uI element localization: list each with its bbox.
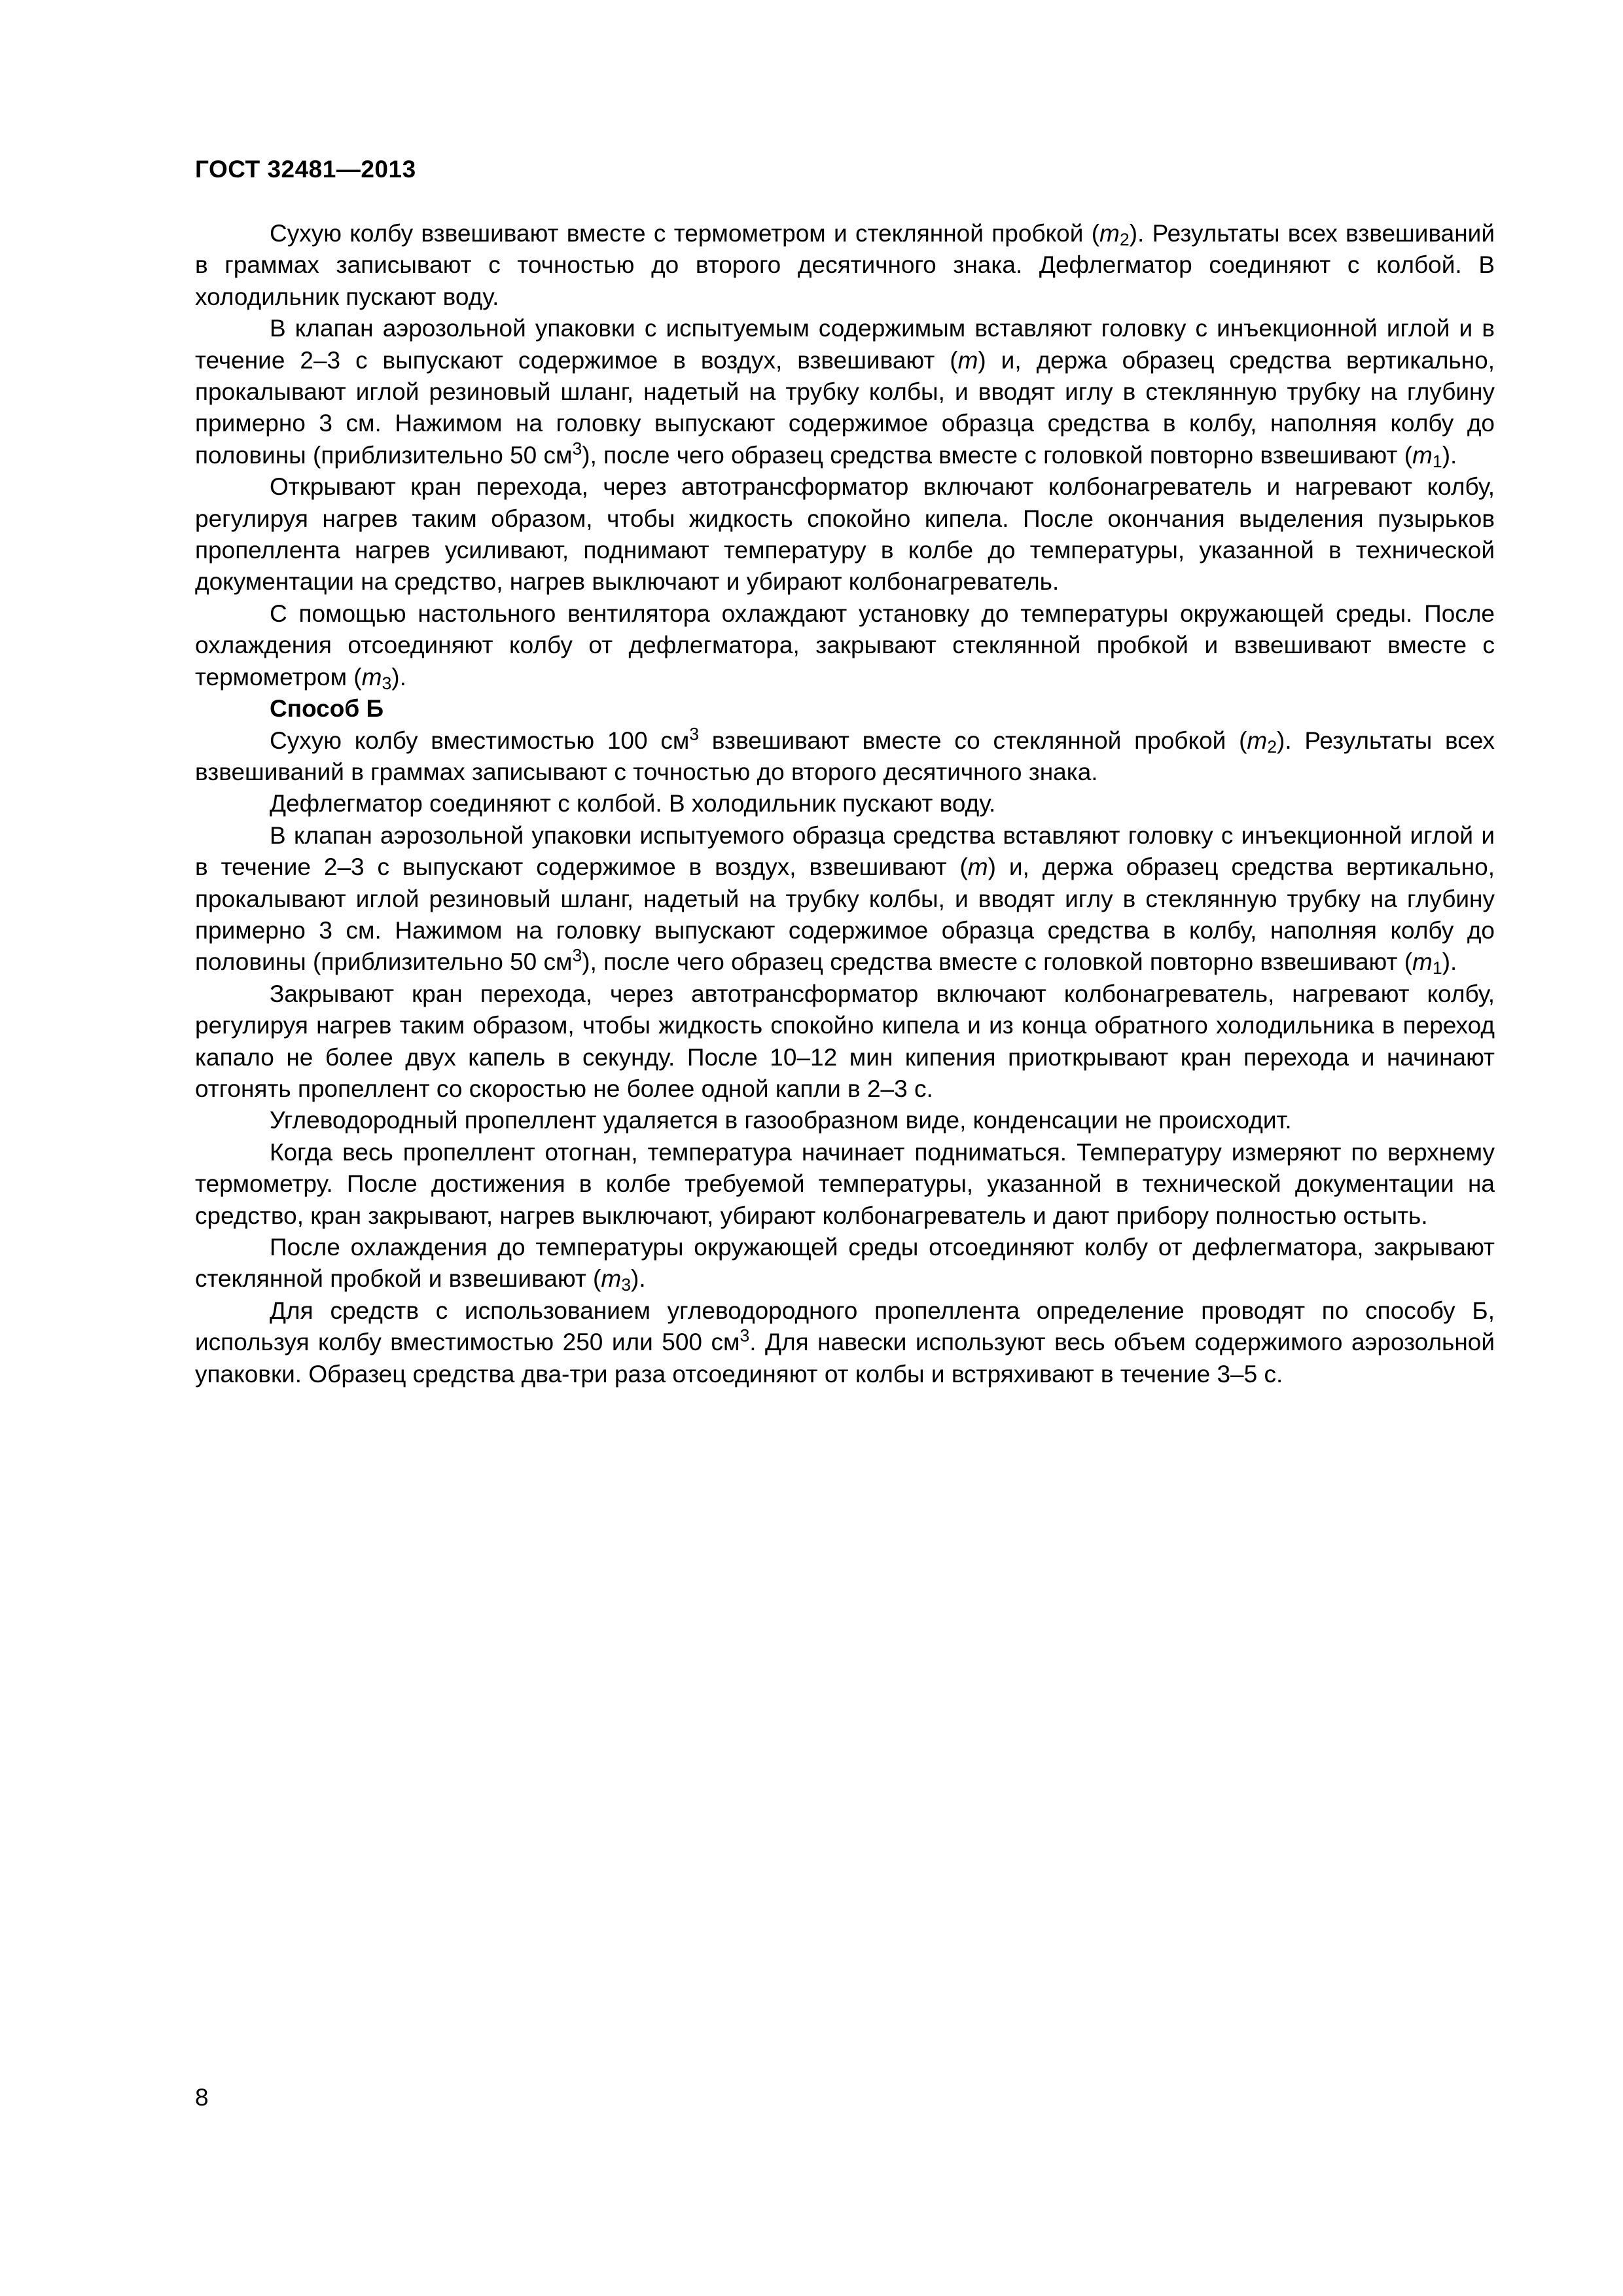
text-run: ). — [1442, 441, 1457, 469]
text-run: ), после чего образец средства вместе с головкой повторно взвешивают ( — [582, 441, 1413, 469]
paragraph — [195, 471, 1495, 598]
math-variable: m — [1099, 220, 1120, 247]
superscript: 3 — [689, 724, 700, 744]
superscript: 3 — [572, 439, 582, 459]
text-run: ) и, держа образец средства вертикально, прокалывают иглой резиновый шланг, надетый на трубку колбы, и вводят иглу в стеклянную трубку на глубину примерно 3 см. Нажимом на головку выпускают содержимое образца средства в колбу, наполняя колбу до половины (приблизительно 50 см — [195, 346, 1495, 469]
text-run: Для средств с использованием углеводородного пропеллента определение проводят по способу Б, используя колбу вместимостью 250 или 500 см — [195, 1297, 1495, 1356]
math-variable: m — [1247, 726, 1268, 754]
math-variable: m — [361, 663, 382, 691]
paragraph — [195, 820, 1495, 978]
text-run: Открывают кран перехода, через автотрансформатор включают колбонагреватель и нагревают колбу, регулируя нагрев таким образом, чтобы жидкость спокойно кипела. После окончания выделения пузырьков пропеллента нагрев усиливают, поднимают температуру в колбе до температуры, указанной в технической документации на средство, нагрев выключают и убирают колбонагреватель. — [195, 473, 1495, 596]
text-run: Сухую колбу взвешивают вместе с термометром и стеклянной пробкой ( — [270, 220, 1100, 247]
paragraph — [195, 598, 1495, 693]
paragraph — [195, 788, 1495, 819]
subscript: 2 — [1119, 229, 1130, 249]
text-run: Сухую колбу вместимостью 100 см — [270, 726, 690, 754]
superscript: 3 — [740, 1325, 750, 1346]
page-number: 8 — [195, 2084, 209, 2111]
text-run: Дефлегматор соединяют с колбой. В холодильник пускают воду. — [270, 790, 996, 817]
text-run: ). — [631, 1265, 646, 1293]
page-header-standard: ГОСТ 32481—2013 — [195, 156, 416, 183]
subscript: 1 — [1432, 958, 1442, 978]
section-heading — [195, 693, 1495, 725]
math-variable: m — [967, 853, 988, 881]
paragraph — [195, 725, 1495, 789]
math-variable: m — [957, 346, 978, 374]
paragraph — [195, 313, 1495, 471]
text-run: Закрывают кран перехода, через автотрансформатор включают колбонагреватель, нагревают колбу, регулируя нагрев таким образом, чтобы жидкость спокойно кипела и из конца обратного холодильника в переход капало не более двух капель в секунду. После 10–12 мин кипения приоткрывают кран перехода и начинают отгонять пропеллент со скоростью не более одной капли в 2–3 с. — [195, 980, 1495, 1102]
subscript: 2 — [1267, 736, 1277, 757]
subscript: 1 — [1432, 451, 1442, 471]
text-run: взвешивают вместе со стеклянной пробкой ( — [699, 726, 1247, 754]
math-variable: m — [601, 1265, 622, 1293]
paragraph — [195, 1295, 1495, 1390]
text-run: В клапан аэрозольной упаковки с испытуемым содержимым вставляют головку с инъекционной иглой и в течение 2–3 с выпускают содержимое в воздух, взвешивают ( — [195, 315, 1495, 374]
superscript: 3 — [572, 946, 582, 966]
text-run: ). — [391, 663, 406, 691]
text-run: Когда весь пропеллент отогнан, температура начинает подниматься. Температуру измеряют по верхнему термометру. После достижения в колбе требуемой температуры, указанной в технической документации на средство, кран закрывают, нагрев выключают, убирают колбонагреватель и дают прибору полностью остыть. — [195, 1138, 1495, 1229]
text-run: ), после чего образец средства вместе с головкой повторно взвешивают ( — [582, 948, 1413, 976]
paragraph — [195, 218, 1495, 313]
text-run: ). Результаты всех взвешиваний в граммах записывают с точностью до второго десятичного знака. Дефлегматор соединяют с колбой. В холодильник пускают воду. — [195, 220, 1495, 310]
paragraph — [195, 1105, 1495, 1136]
text-run: После охлаждения до температуры окружающей среды отсоединяют колбу от дефлегматора, закрывают стеклянной пробкой и взвешивают ( — [195, 1234, 1495, 1293]
text-run: . Для навески используют весь объем содержимого аэрозольной упаковки. Образец средства два-три раза отсоединяют от колбы и встряхивают в течение 3–5 с. — [195, 1329, 1495, 1388]
math-variable: m — [1412, 948, 1433, 976]
text-run: ). Результаты всех взвешиваний в граммах записывают с точностью до второго десятичного знака. — [195, 726, 1495, 785]
text-run: ) и, держа образец средства вертикально, прокалывают иглой резиновый шланг, надетый на трубку колбы, и вводят иглу в стеклянную трубку на глубину примерно 3 см. Нажимом на головку выпускают содержимое образца средства в колбу, наполняя колбу до половины (приблизительно 50 см — [195, 853, 1495, 976]
text-run: Способ Б — [270, 695, 384, 723]
text-run: С помощью настольного вентилятора охлаждают установку до температуры окружающей среды. После охлаждения отсоединяют колбу от дефлегматора, закрывают стеклянной пробкой и взвешивают вместе с термометром ( — [195, 600, 1495, 691]
subscript: 3 — [382, 673, 392, 693]
document-body — [195, 218, 1495, 1390]
text-run: В клапан аэрозольной упаковки испытуемого образца средства вставляют головку с инъекционной иглой и в течение 2–3 с выпускают содержимое в воздух, взвешивают ( — [195, 821, 1495, 881]
paragraph — [195, 1137, 1495, 1232]
text-run: Углеводородный пропеллент удаляется в газообразном виде, конденсации не происходит. — [270, 1107, 1292, 1134]
math-variable: m — [1412, 441, 1433, 469]
paragraph — [195, 978, 1495, 1105]
subscript: 3 — [621, 1275, 632, 1295]
text-run: ). — [1442, 948, 1457, 976]
paragraph — [195, 1232, 1495, 1295]
